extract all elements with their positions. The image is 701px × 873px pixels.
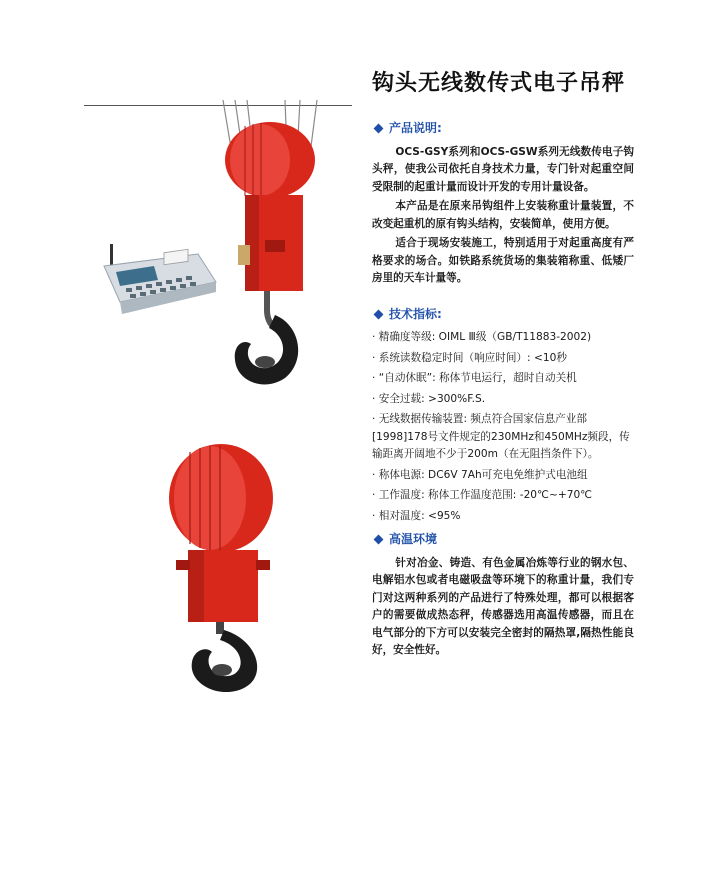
diamond-bullet-icon bbox=[374, 535, 384, 545]
product-text-column bbox=[372, 116, 634, 662]
spec-item: · 无线数据传输装置: 频点符合国家信息产业部[1998]178号文件规定的230MHz和450MHz频段，传输距离开阔地不少于200m（在无阻挡条件下）。 bbox=[372, 411, 634, 464]
spec-item: · 相对温度: <95% bbox=[372, 508, 634, 526]
spec-list bbox=[372, 329, 634, 525]
section-heading-label: 技术指标: bbox=[389, 306, 442, 321]
description-paragraph: 适合于现场安装施工，特别适用于对起重高度有严格要求的场合。如铁路系统货场的集装箱称重、低矮厂房里的天车计量等。 bbox=[372, 237, 634, 284]
spec-item: · 系统读数稳定时间（响应时间）: <10秒 bbox=[372, 350, 634, 368]
diamond-bullet-icon bbox=[374, 124, 384, 134]
crane-hook-scale-image bbox=[205, 100, 335, 390]
high-temp-paragraph: 针对冶金、铸造、有色金属冶炼等行业的钢水包、电解铝水包或者电磁吸盘等环境下的称重计量，我们专门对这两种系列的产品进行了特殊处理，都可以根据客户的需要做成热态秤，传感器选用高温传感器，而且在电气部分的下方可以安装完全密封的隔热罩,隔热性能良好，安全性好。 bbox=[372, 556, 634, 656]
section-heading-label: 产品说明: bbox=[389, 121, 442, 135]
section-heading-description bbox=[372, 120, 634, 138]
section-heading-high-temp bbox=[372, 531, 634, 549]
page-title: 钩头无线数传式电子吊秤 bbox=[372, 70, 626, 96]
spec-item: · 精确度等级: OIML Ⅲ级（GB/T11883-2002) bbox=[372, 329, 634, 347]
spec-item: · “自动休眠”: 称体节电运行，超时自动关机 bbox=[372, 370, 634, 388]
spec-item: · 称体电源: DC6V 7Ah可充电免维护式电池组 bbox=[372, 467, 634, 485]
section-heading-label: 高温环境 bbox=[389, 532, 438, 546]
spec-item: · 安全过载: >300%F.S. bbox=[372, 391, 634, 409]
description-paragraph: OCS-GSY系列和OCS-GSW系列无线数传电子钩头秤，使我公司依托自身技术力量，专门针对起重空间受限制的起重计量而设计开发的专用计量设备。 bbox=[372, 145, 634, 193]
description-paragraph: 本产品是在原来吊钩组件上安装称重计量装置，不改变起重机的原有钩头结构，安装简单，使用方便。 bbox=[372, 200, 634, 230]
wireless-display-unit-image bbox=[98, 240, 220, 320]
section-heading-specs bbox=[372, 306, 634, 324]
high-temp-hook-scale-image bbox=[158, 438, 284, 692]
spec-item: · 工作温度: 称体工作温度范围: -20℃~+70℃ bbox=[372, 487, 634, 505]
diamond-bullet-icon bbox=[374, 309, 384, 319]
